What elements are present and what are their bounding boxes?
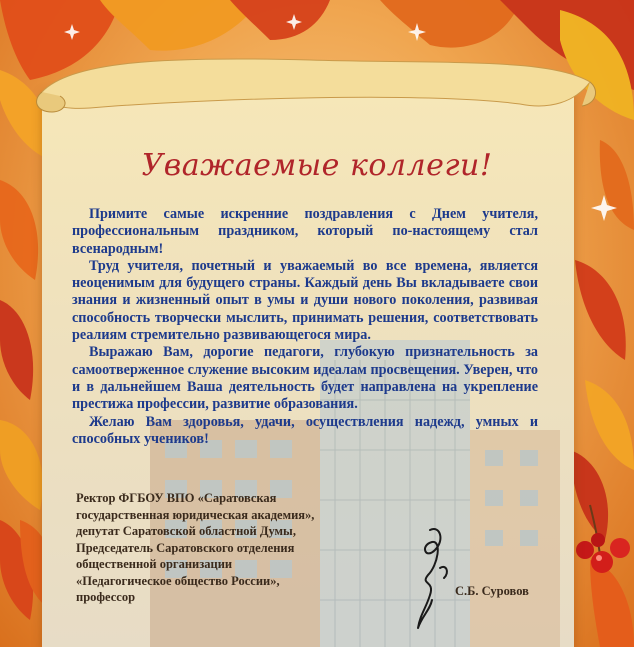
signature-line: профессор	[76, 590, 136, 604]
signature-line: Председатель Саратовского отделения	[76, 540, 295, 555]
handwritten-signature	[400, 520, 460, 635]
paragraph: Выражаю Вам, дорогие педагоги, глубокую признательность за самоотверженное служение высоким идеалам просвещения. Уверен, что и в дальнейшем Ваша деятельность будет направлена на укрепление престижа профессии, развитие образования.	[72, 344, 538, 413]
signature-line: государственная юридическая академия»,	[76, 507, 315, 522]
scroll-roll-top	[30, 52, 600, 114]
signature-line: Ректор ФГБОУ ВПО «Саратовская	[76, 491, 277, 505]
paragraph: Примите самые искренние поздравления с Днем учителя, профессиональным праздником, который по-настоящему стал всенародным!	[72, 206, 538, 257]
signature-block	[76, 490, 376, 606]
signature-line: общественной организации	[76, 557, 233, 571]
signature-line: депутат Саратовской областной Думы,	[76, 524, 296, 538]
greeting-body	[72, 206, 538, 448]
paragraph: Труд учителя, почетный и уважаемый во все времена, является неоценимым для будущего страны. Каждый день Вы вкладываете свои знания и жизненный опыт в умы и души нового поколения, развивая способность творчески мыслить, принимать решения, соответствовать реалиям стремительно развивающегося мира.	[72, 257, 538, 344]
signature-line: «Педагогическое общество России»,	[76, 573, 280, 588]
paragraph: Желаю Вам здоровья, удачи, осуществления надежд, умных и способных учеников!	[72, 413, 538, 447]
greeting-title: Уважаемые коллеги!	[141, 148, 493, 183]
signer-name: С.Б. Суровов	[455, 584, 529, 598]
